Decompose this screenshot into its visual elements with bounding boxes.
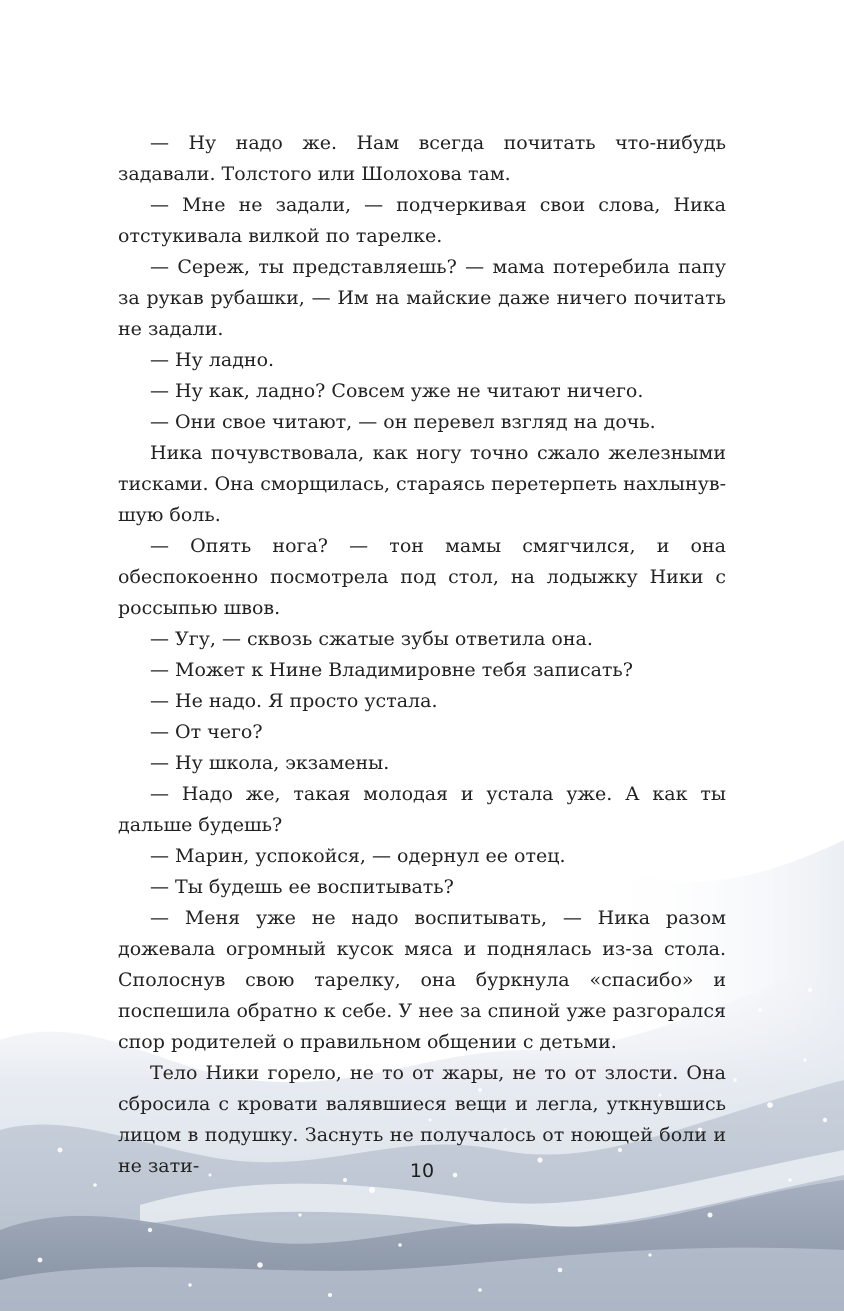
paragraph: — Ну как, ладно? Совсем уже не читают ничего.	[150, 380, 644, 402]
paragraph: — Они свое читают, — он перевел взгляд на дочь.	[150, 411, 656, 433]
paragraph: — Ты будешь ее воспитывать?	[150, 876, 454, 898]
paragraph: — От чего?	[150, 721, 263, 743]
paragraph: Ника почувствовала, как ногу точно сжало железными тисками. Она сморщилась, стараясь перетерпеть нахлынувшую боль.	[118, 442, 726, 526]
body-text	[118, 128, 726, 1182]
paragraph: — Ну надо же. Нам всегда почитать что-нибудь задавали. Толстого или Шолохова там.	[118, 132, 726, 185]
paragraph: — Меня уже не надо воспитывать, — Ника разом дожевала огромный кусок мяса и поднялась из-за стола. Сполоснув свою тарелку, она буркнула «спасибо» и поспешила обратно к себе. У нее за спиной уже разгорался спор родителей о правильном общении с детьми.	[118, 907, 726, 1053]
paragraph: — Опять нога? — тон мамы смягчился, и она обеспокоенно посмотрела под стол, на лодыжку Ники с россыпью швов.	[118, 535, 726, 619]
paragraph: — Надо же, такая молодая и устала уже. А как ты дальше будешь?	[118, 783, 726, 836]
page-number: 10	[409, 1160, 435, 1182]
paragraph: Тело Ники горело, не то от жары, не то от злости. Она сбросила с кровати валявшиеся вещи и легла, уткнувшись лицом в подушку. Заснуть не получалось от ноющей боли и не зати-	[118, 1062, 726, 1177]
paragraph: — Марин, успокойся, — одернул ее отец.	[150, 845, 566, 867]
paragraph: — Сереж, ты представляешь? — мама потеребила папу за рукав рубашки, — Им на майские даже ничего почитать не задали.	[118, 256, 726, 340]
paragraph: — Ну школа, экзамены.	[150, 752, 390, 774]
paragraph: — Угу, — сквозь сжатые зубы ответила она.	[150, 628, 593, 650]
paragraph: — Ну ладно.	[150, 349, 275, 371]
paragraph: — Может к Нине Владимировне тебя записать?	[150, 659, 633, 681]
paragraph: — Мне не задали, — подчеркивая свои слова, Ника отстукивала вилкой по тарелке.	[118, 194, 726, 247]
paragraph: — Не надо. Я просто устала.	[150, 690, 438, 712]
